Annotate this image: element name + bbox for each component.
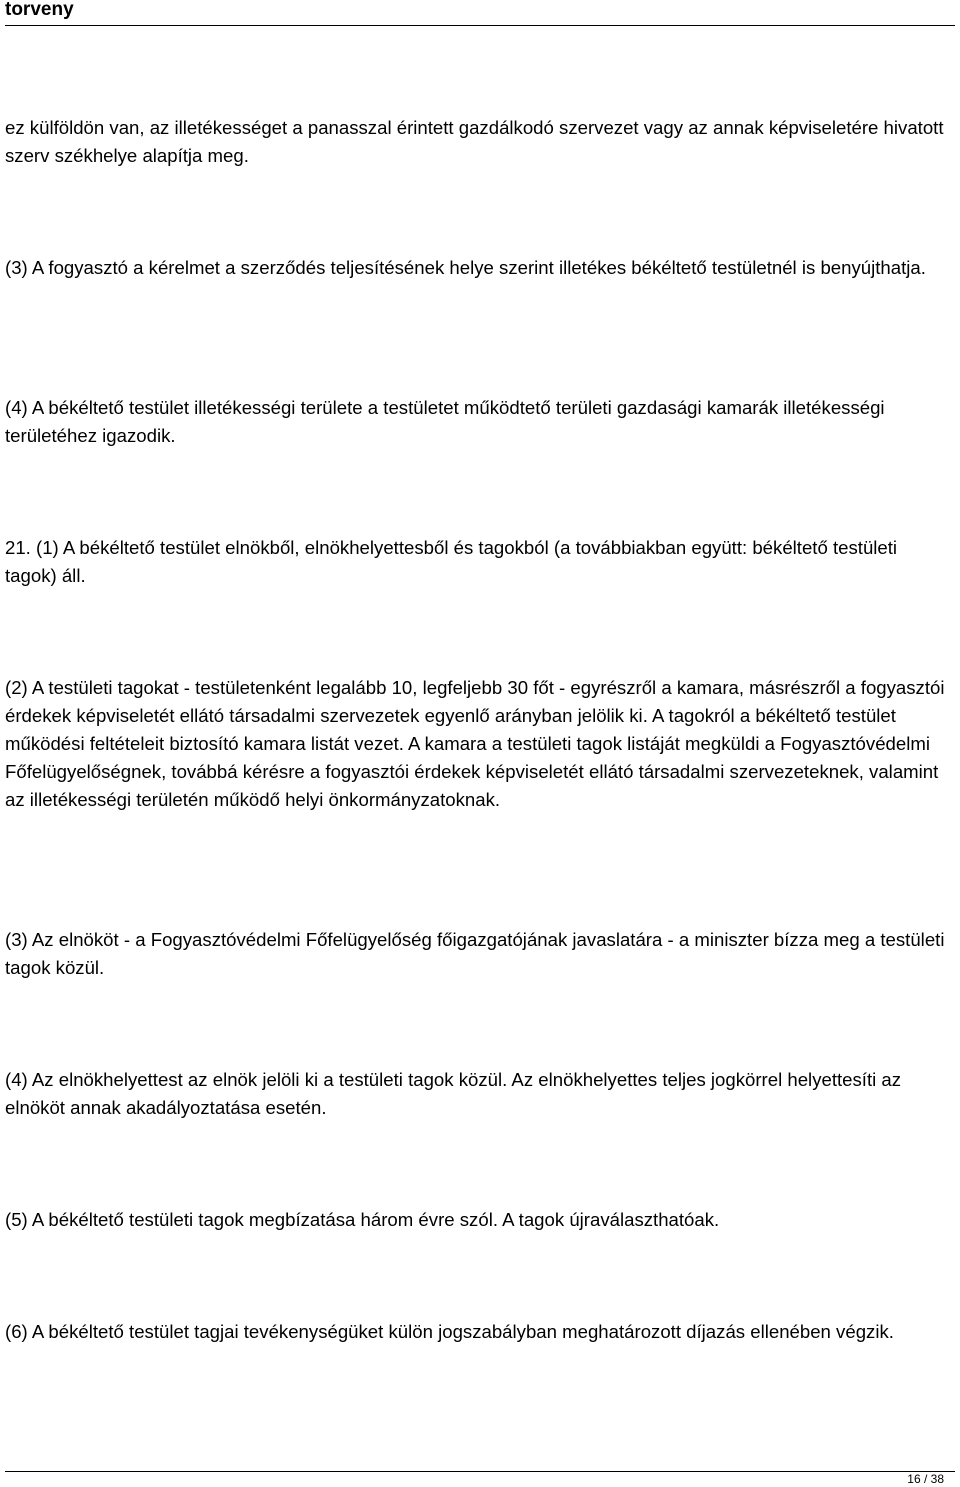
paragraph-21-1: 21. (1) A békéltető testület elnökből, elnökhelyettesből és tagokból (a továbbiakban együtt: békéltető testületi tagok) áll. — [5, 537, 898, 586]
paragraph-21-2: (2) A testületi tagokat - testületenként legalább 10, legfeljebb 30 főt - egyrészről a kamara, másrészről a fogyasztói érdekek képviseletét ellátó társadalmi szervezetek egyenlő arányban jelölik ki. A tagokról a békéltető testület működési feltételeit biztosító kamara listát vezet. A kamara a testületi tagok listáját megküldi a Fogyasztóvédelmi Főfelügyelőségnek, továbbá kérésre a fogyasztói érdekek képviseletét ellátó társadalmi szervezeteknek, valamint az illetékességi területén működő helyi önkormányzatoknak. — [5, 677, 945, 810]
paragraph-20-3: (3) A fogyasztó a kérelmet a szerződés teljesítésének helye szerint illetékes békéltető testületnél is benyújthatja. — [5, 257, 926, 278]
paragraph-21-3: (3) Az elnököt - a Fogyasztóvédelmi Főfelügyelőség főigazgatójának javaslatára - a miniszter bízza meg a testületi tagok közül. — [5, 929, 945, 978]
paragraph-20-4: (4) A békéltető testület illetékességi területe a testületet működtető területi gazdasági kamarák illetékességi területéhez igazodik. — [5, 397, 885, 446]
footer-divider — [5, 1471, 955, 1472]
paragraph-21-6: (6) A békéltető testület tagjai tevékenységüket külön jogszabályban meghatározott díjazás ellenében végzik. — [5, 1321, 894, 1342]
paragraph-21-5: (5) A békéltető testületi tagok megbízatása három évre szól. A tagok újraválaszthatóak. — [5, 1209, 720, 1230]
header-divider — [5, 25, 955, 26]
paragraph-jurisdiction-abroad: ez külföldön van, az illetékességet a panasszal érintett gazdálkodó szervezet vagy az annak képviseletére hivatott szerv székhelye alapítja meg. — [5, 117, 944, 166]
page-number: 16 / 38 — [907, 1472, 944, 1486]
document-title: torveny — [5, 0, 74, 20]
paragraph-21-4: (4) Az elnökhelyettest az elnök jelöli ki a testületi tagok közül. Az elnökhelyettes teljes jogkörrel helyettesíti az elnököt annak akadályoztatása esetén. — [5, 1069, 902, 1118]
